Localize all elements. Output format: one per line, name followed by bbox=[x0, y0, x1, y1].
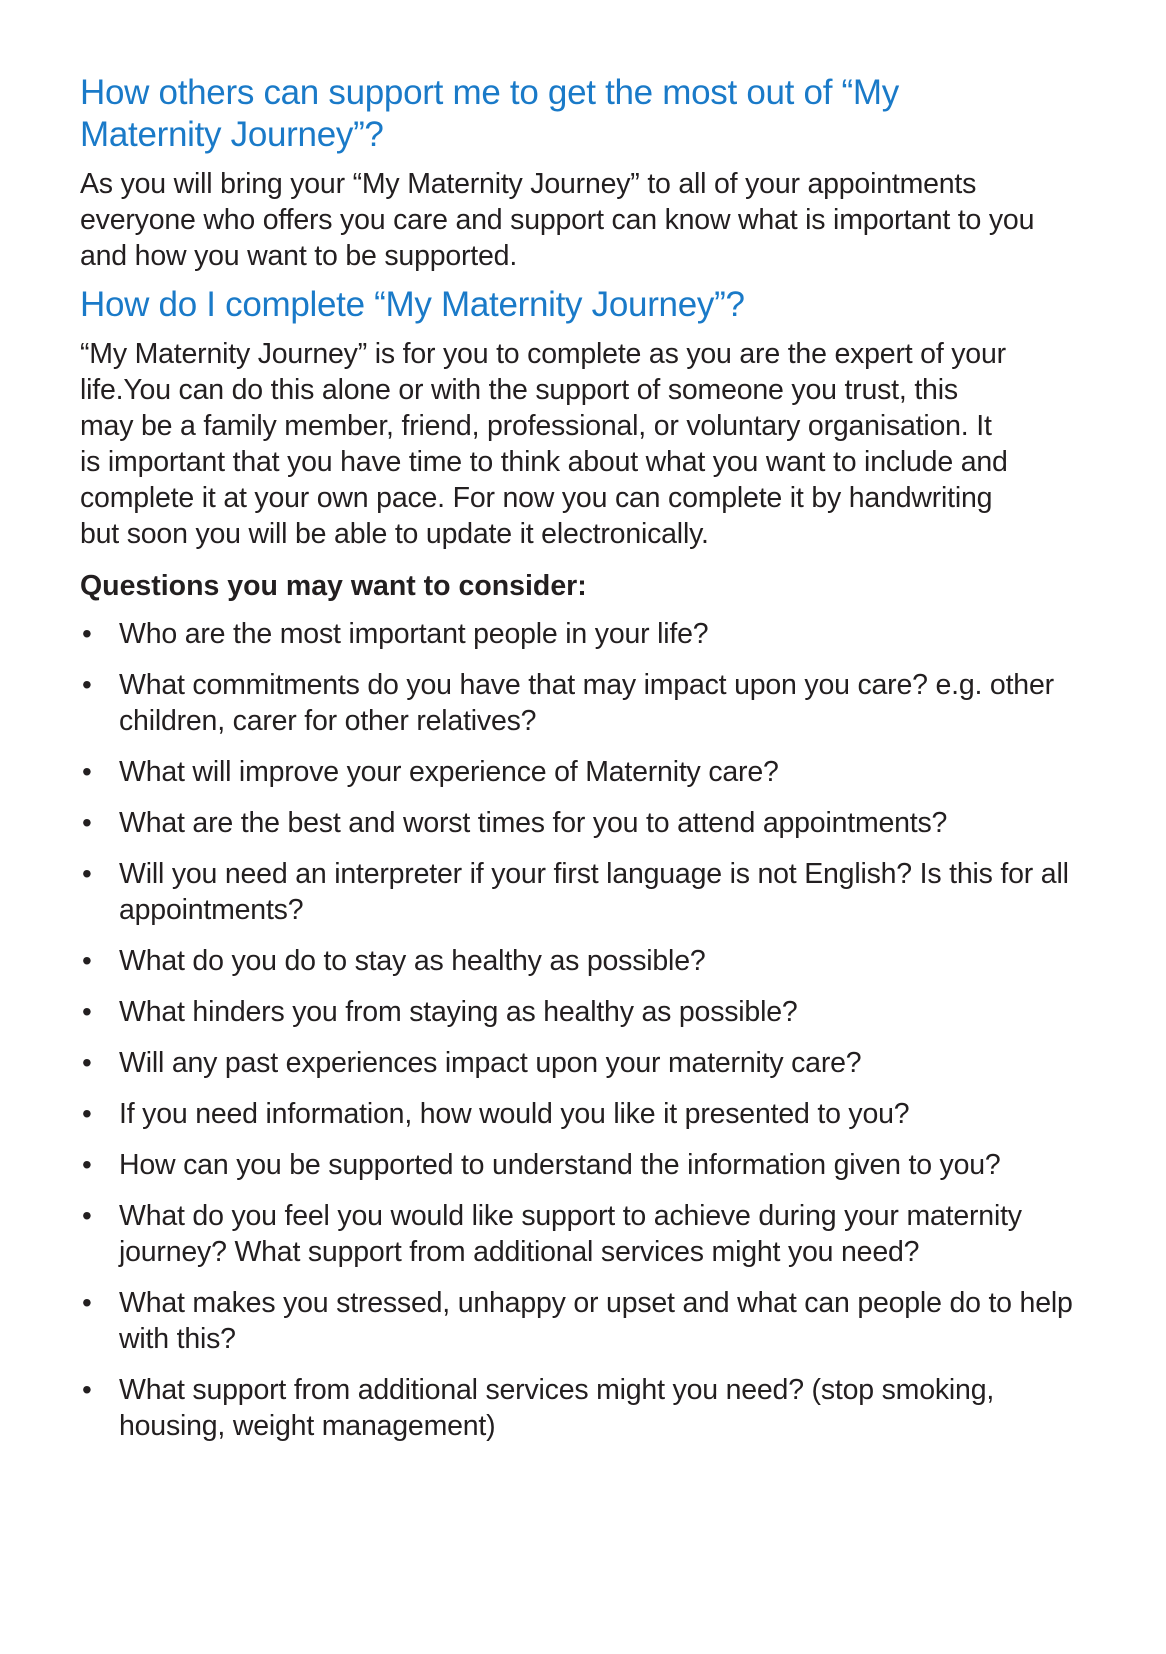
question-text: What will improve your experience of Maternity care? bbox=[119, 756, 779, 788]
question-text: What are the best and worst times for you to attend appointments? bbox=[119, 807, 948, 839]
bullet-icon: • bbox=[82, 669, 92, 700]
list-item bbox=[80, 1285, 1079, 1357]
list-item bbox=[80, 616, 1079, 652]
list-item bbox=[80, 1096, 1079, 1132]
question-text: Will you need an interpreter if your first language is not English? Is this for all appointments? bbox=[119, 858, 1069, 926]
section-heading-support: How others can support me to get the most out of “My Maternity Journey”? bbox=[80, 73, 899, 154]
bullet-icon: • bbox=[82, 756, 92, 787]
list-item bbox=[80, 943, 1079, 979]
section-heading-complete: How do I complete “My Maternity Journey”? bbox=[80, 285, 745, 324]
questions-list bbox=[80, 616, 1100, 1444]
list-item bbox=[80, 754, 1079, 790]
bullet-icon: • bbox=[82, 1287, 92, 1318]
bullet-icon: • bbox=[82, 618, 92, 649]
question-text: If you need information, how would you like it presented to you? bbox=[119, 1098, 910, 1130]
bullet-icon: • bbox=[82, 1374, 92, 1405]
question-text: What do you do to stay as healthy as possible? bbox=[119, 945, 706, 977]
bullet-icon: • bbox=[82, 858, 92, 889]
question-text: Who are the most important people in your life? bbox=[119, 618, 709, 650]
question-text: What support from additional services might you need? (stop smoking, housing, weight management) bbox=[119, 1374, 995, 1442]
list-item bbox=[80, 1045, 1079, 1081]
bullet-icon: • bbox=[82, 1149, 92, 1180]
bullet-icon: • bbox=[82, 945, 92, 976]
question-text: What makes you stressed, unhappy or upset and what can people do to help with this? bbox=[119, 1287, 1073, 1355]
bullet-icon: • bbox=[82, 996, 92, 1027]
list-item bbox=[80, 1198, 1079, 1270]
list-item bbox=[80, 1147, 1079, 1183]
list-item bbox=[80, 667, 1079, 739]
page-content bbox=[80, 72, 1100, 1459]
bullet-icon: • bbox=[82, 1047, 92, 1078]
bullet-icon: • bbox=[82, 1098, 92, 1129]
bullet-icon: • bbox=[82, 1200, 92, 1231]
question-text: What commitments do you have that may impact upon you care? e.g. other children, carer for other relatives? bbox=[119, 669, 1054, 737]
question-text: How can you be supported to understand the information given to you? bbox=[119, 1149, 1001, 1181]
list-item bbox=[80, 805, 1079, 841]
question-text: What do you feel you would like support to achieve during your maternity journey? What support from additional services might you need? bbox=[119, 1200, 1022, 1268]
question-text: What hinders you from staying as healthy as possible? bbox=[119, 996, 798, 1028]
bullet-icon: • bbox=[82, 807, 92, 838]
list-item bbox=[80, 994, 1079, 1030]
section-body-support: As you will bring your “My Maternity Journey” to all of your appointments everyone who offers you care and support can know what is important to you and how you want to be supported. bbox=[80, 168, 1035, 272]
section-body-complete: “My Maternity Journey” is for you to complete as you are the expert of your life.You can do this alone or with the support of someone you trust, this may be a family member, friend, professional, or voluntary organisation. It is important that you have time to think about what you want to include and complete it at your own pace. For now you can complete it by handwriting but soon you will be able to update it electronically. bbox=[80, 338, 1008, 550]
list-item bbox=[80, 1372, 1079, 1444]
questions-heading: Questions you may want to consider: bbox=[80, 570, 587, 602]
question-text: Will any past experiences impact upon your maternity care? bbox=[119, 1047, 862, 1079]
list-item bbox=[80, 856, 1079, 928]
